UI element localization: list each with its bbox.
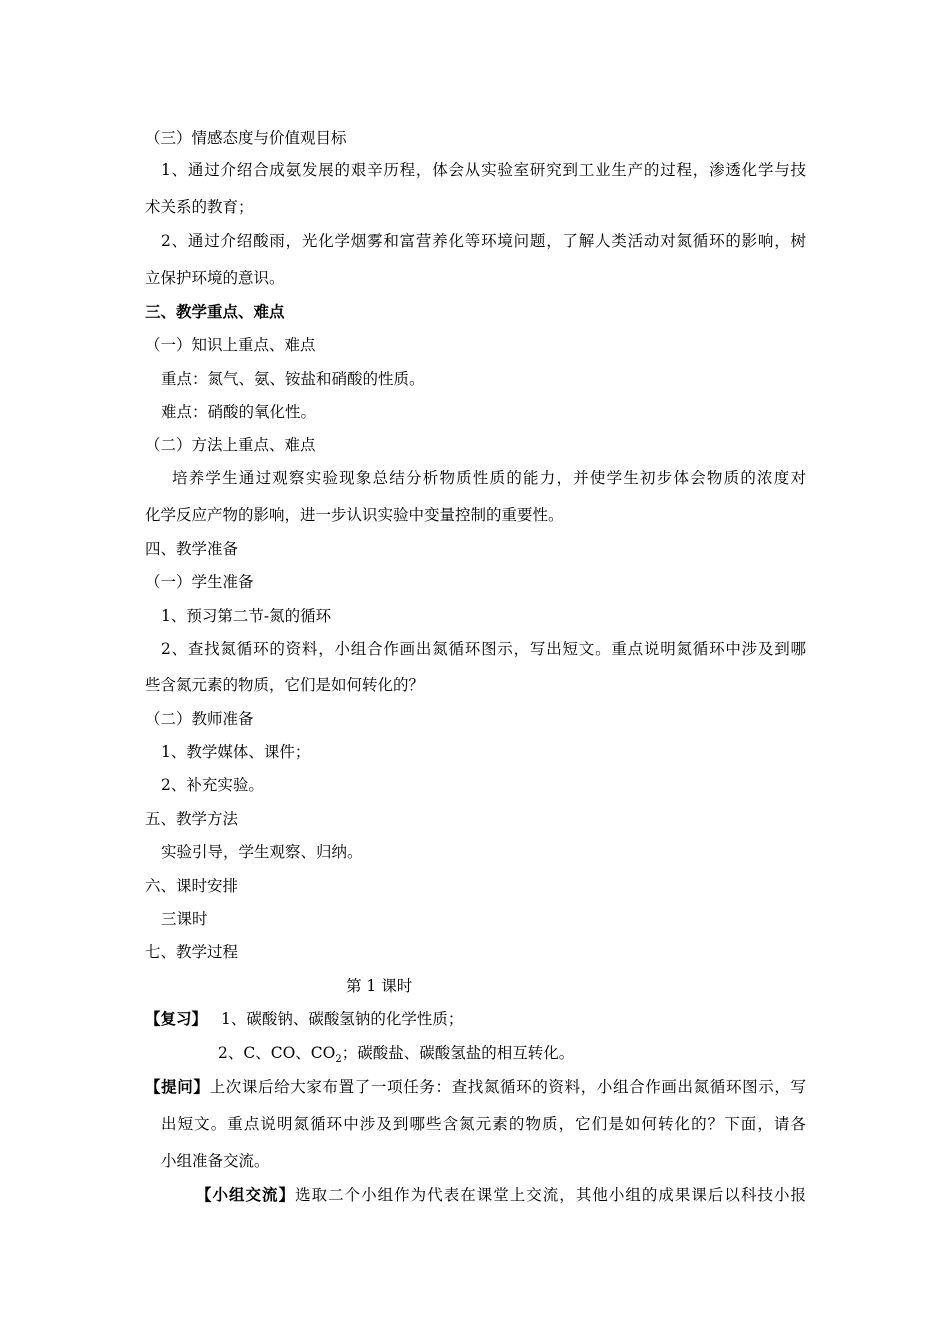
section-heading: 四、教学准备 (145, 540, 239, 558)
paragraph-line: 立保护环境的意识。 (145, 269, 285, 287)
group-discussion-text: 选取二个小组作为代表在课堂上交流，其他小组的成果课后以科技小报 (295, 1186, 806, 1204)
group-discussion-line (196, 1185, 806, 1205)
paragraph-line: 1、教学媒体、课件； (161, 743, 311, 761)
lesson-title: 第 1 课时 (346, 977, 413, 995)
section-heading: 六、课时安排 (145, 877, 239, 895)
section-heading: 三、教学重点、难点 (145, 302, 285, 321)
review-text-2: ；碳酸盐、碳酸氢盐的相互转化。 (341, 1044, 575, 1062)
paragraph-line: 培养学生通过观察实验现象总结分析物质性质的能力，并使学生初步体会物质的浓度对 (172, 469, 806, 487)
paragraph-line: 些含氮元素的物质，它们是如何转化的？ (145, 676, 425, 694)
formula-subscript: 2 (335, 1054, 342, 1066)
paragraph-line: 三课时 (161, 910, 208, 928)
paragraph-line: 2、通过介绍酸雨，光化学烟雾和富营养化等环境问题，了解人类活动对氮循环的影响，树 (161, 232, 806, 250)
subsection-heading: （一）学生准备 (145, 573, 254, 591)
paragraph-line: 重点：氮气、氨、铵盐和硝酸的性质。 (161, 370, 425, 388)
review-text: 1、碳酸钠、碳酸氢钠的化学性质； (221, 1010, 464, 1028)
question-tag: 【提问】 (145, 1077, 210, 1096)
subsection-heading: （一）知识上重点、难点 (145, 336, 316, 354)
group-discussion-tag: 【小组交流】 (196, 1185, 296, 1204)
paragraph-line: 出短文。重点说明氮循环中涉及到哪些含氮元素的物质，它们是如何转化的？下面，请各 (161, 1115, 806, 1133)
paragraph-line: 小组准备交流。 (161, 1152, 270, 1170)
paragraph-line: 1、预习第二节-氮的循环 (161, 607, 332, 625)
question-line (145, 1077, 806, 1097)
section-heading: 五、教学方法 (145, 810, 239, 828)
subsection-heading: （二）方法上重点、难点 (145, 436, 316, 454)
section-heading: 七、教学过程 (145, 943, 239, 961)
review-tag: 【复习】 (145, 1009, 208, 1028)
subsection-heading: （二）教师准备 (145, 710, 254, 728)
review-line-2 (218, 1043, 574, 1070)
paragraph-line: 难点：硝酸的氧化性。 (161, 403, 317, 421)
formula-text: 2、C、CO、CO (218, 1044, 336, 1062)
paragraph-line: 2、补充实验。 (161, 776, 264, 794)
review-line (145, 1009, 463, 1029)
paragraph-line: 术关系的教育； (145, 198, 254, 216)
paragraph-line: 实验引导，学生观察、归纳。 (161, 843, 363, 861)
paragraph-line: 化学反应产物的影响，进一步认识实验中变量控制的重要性。 (145, 506, 564, 524)
paragraph-line: 1、通过介绍合成氨发展的艰辛历程，体会从实验室研究到工业生产的过程，渗透化学与技 (161, 161, 806, 179)
paragraph-line: 2、查找氮循环的资料，小组合作画出氮循环图示，写出短文。重点说明氮循环中涉及到哪 (161, 640, 806, 658)
section-heading: （三）情感态度与价值观目标 (145, 129, 347, 147)
question-text: 上次课后给大家布置了一项任务：查找氮循环的资料，小组合作画出氮循环图示，写 (209, 1078, 806, 1096)
